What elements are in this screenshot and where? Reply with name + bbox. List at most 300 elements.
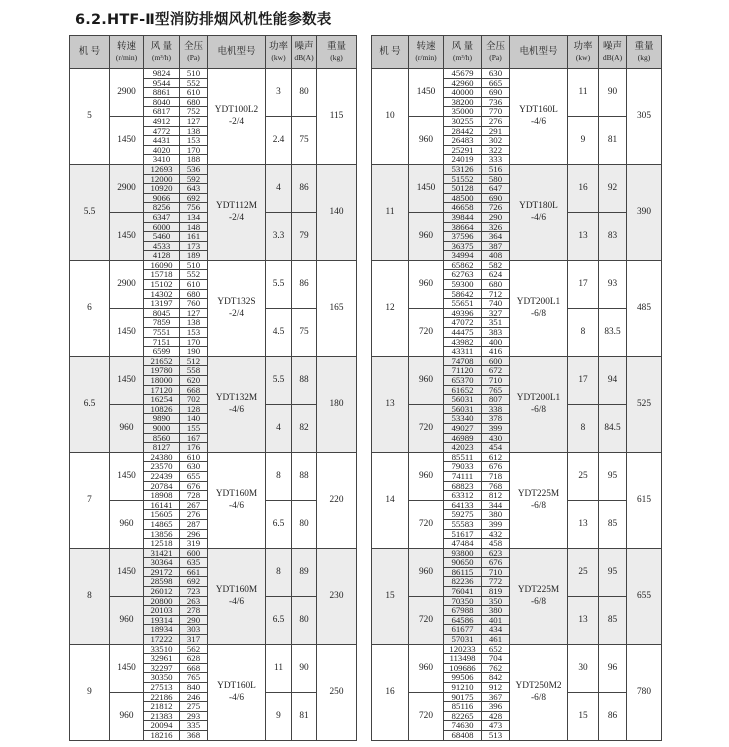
table-row xyxy=(70,164,357,174)
power-cell: 9 xyxy=(568,116,599,164)
power-cell: 4 xyxy=(266,404,292,452)
pressure-cell: 432 xyxy=(482,529,510,539)
motor-pole-part: -2/4 xyxy=(229,309,244,320)
flow-cell: 47484 xyxy=(444,539,482,549)
pressure-cell: 287 xyxy=(180,519,208,529)
flow-cell: 7551 xyxy=(144,328,180,338)
pressure-cell: 610 xyxy=(180,452,208,462)
flow-cell: 7151 xyxy=(144,337,180,347)
flow-cell: 33510 xyxy=(144,644,180,654)
flow-cell: 76041 xyxy=(444,587,482,597)
flow-cell: 46658 xyxy=(444,203,482,213)
pressure-cell: 558 xyxy=(180,366,208,376)
flow-cell: 38200 xyxy=(444,97,482,107)
pressure-cell: 756 xyxy=(180,203,208,213)
pressure-cell: 454 xyxy=(482,443,510,453)
pressure-cell: 188 xyxy=(180,155,208,165)
table-row xyxy=(372,164,662,174)
pressure-cell: 338 xyxy=(482,404,510,414)
pressure-cell: 728 xyxy=(180,491,208,501)
flow-cell: 55583 xyxy=(444,519,482,529)
weight-cell: 165 xyxy=(317,260,357,356)
pressure-cell: 473 xyxy=(482,721,510,731)
table-row xyxy=(70,452,357,462)
model-cell: 13 xyxy=(372,356,409,452)
pressure-cell: 752 xyxy=(180,107,208,117)
header-flow-unit: (m³/h) xyxy=(152,52,171,62)
flow-cell: 8560 xyxy=(144,433,180,443)
flow-cell: 109686 xyxy=(444,663,482,673)
flow-cell: 53340 xyxy=(444,414,482,424)
pressure-cell: 267 xyxy=(180,500,208,510)
motor-model-part: YDT160L xyxy=(519,105,558,116)
flow-cell: 63312 xyxy=(444,491,482,501)
flow-cell: 25291 xyxy=(444,145,482,155)
flow-cell: 24380 xyxy=(144,452,180,462)
pressure-cell: 513 xyxy=(482,730,510,740)
motor-cell xyxy=(510,452,568,548)
pressure-cell: 155 xyxy=(180,423,208,433)
header-motor-label: 电机型号 xyxy=(217,46,256,57)
pressure-cell: 690 xyxy=(482,88,510,98)
pressure-cell: 303 xyxy=(180,625,208,635)
flow-cell: 18908 xyxy=(144,491,180,501)
power-cell: 4 xyxy=(266,164,292,212)
header-noise-label: 噪声 xyxy=(602,41,622,52)
pressure-cell: 652 xyxy=(482,644,510,654)
pressure-cell: 668 xyxy=(180,385,208,395)
motor-pole-part: -6/8 xyxy=(531,597,546,608)
motor-cell xyxy=(208,548,266,644)
speed-cell: 960 xyxy=(110,596,144,644)
flow-cell: 85116 xyxy=(444,702,482,712)
flow-cell: 56031 xyxy=(444,404,482,414)
weight-cell: 390 xyxy=(627,164,662,260)
pressure-cell: 138 xyxy=(180,318,208,328)
speed-cell: 1450 xyxy=(409,69,444,117)
flow-cell: 23570 xyxy=(144,462,180,472)
power-cell: 13 xyxy=(568,596,599,644)
motor-model-part: YDT250M2 xyxy=(515,681,562,692)
weight-cell: 180 xyxy=(317,356,357,452)
pressure-cell: 458 xyxy=(482,539,510,549)
pressure-cell: 552 xyxy=(180,270,208,280)
power-cell: 5.5 xyxy=(266,356,292,404)
motor-cell xyxy=(510,644,568,740)
pressure-cell: 401 xyxy=(482,615,510,625)
flow-cell: 49027 xyxy=(444,423,482,433)
pressure-cell: 582 xyxy=(482,260,510,270)
flow-cell: 70350 xyxy=(444,596,482,606)
flow-cell: 8127 xyxy=(144,443,180,453)
speed-cell: 720 xyxy=(409,308,444,356)
motor-model-part: YDT100L2 xyxy=(214,105,259,116)
power-cell: 3.3 xyxy=(266,212,292,260)
power-cell: 5.5 xyxy=(266,260,292,308)
flow-cell: 86115 xyxy=(444,567,482,577)
pressure-cell: 327 xyxy=(482,308,510,318)
flow-cell: 4128 xyxy=(144,251,180,261)
table-row xyxy=(70,69,357,79)
header-pressure-label: 全压 xyxy=(183,41,203,52)
pressure-cell: 127 xyxy=(180,116,208,126)
flow-cell: 74630 xyxy=(444,721,482,731)
pressure-cell: 189 xyxy=(180,251,208,261)
noise-cell: 88 xyxy=(292,356,317,404)
header-weight-unit: (kg) xyxy=(330,52,343,62)
header-model xyxy=(70,36,110,69)
flow-cell: 3410 xyxy=(144,155,180,165)
flow-cell: 50128 xyxy=(444,184,482,194)
power-cell: 30 xyxy=(568,644,599,692)
flow-cell: 30255 xyxy=(444,116,482,126)
noise-cell: 89 xyxy=(292,548,317,596)
pressure-cell: 134 xyxy=(180,212,208,222)
flow-cell: 27513 xyxy=(144,683,180,693)
motor-cell xyxy=(208,260,266,356)
flow-cell: 7859 xyxy=(144,318,180,328)
power-cell: 17 xyxy=(568,356,599,404)
flow-cell: 57031 xyxy=(444,635,482,645)
flow-cell: 28442 xyxy=(444,126,482,136)
motor-model-part: YDT180L xyxy=(519,201,558,212)
pressure-cell: 723 xyxy=(180,587,208,597)
model-group xyxy=(70,548,357,644)
header-pressure xyxy=(180,36,208,69)
pressure-cell: 552 xyxy=(180,78,208,88)
speed-cell: 1450 xyxy=(110,116,144,164)
flow-cell: 6347 xyxy=(144,212,180,222)
flow-cell: 82236 xyxy=(444,577,482,587)
noise-cell: 83 xyxy=(599,212,627,260)
pressure-cell: 317 xyxy=(180,635,208,645)
noise-cell: 95 xyxy=(599,452,627,500)
power-cell: 17 xyxy=(568,260,599,308)
header-noise-unit: dB(A) xyxy=(602,52,623,62)
weight-cell: 305 xyxy=(627,69,662,165)
flow-cell: 5460 xyxy=(144,232,180,242)
model-cell: 6 xyxy=(70,260,110,356)
table-row xyxy=(372,260,662,270)
speed-cell: 720 xyxy=(409,596,444,644)
pressure-cell: 676 xyxy=(482,462,510,472)
pressure-cell: 167 xyxy=(180,433,208,443)
noise-cell: 75 xyxy=(292,116,317,164)
flow-cell: 9000 xyxy=(144,423,180,433)
motor-model-part: YDT132M xyxy=(215,393,258,404)
flow-cell: 43311 xyxy=(444,347,482,357)
pressure-cell: 718 xyxy=(482,471,510,481)
noise-cell: 80 xyxy=(292,596,317,644)
pressure-cell: 367 xyxy=(482,692,510,702)
flow-cell: 65862 xyxy=(444,260,482,270)
pressure-cell: 630 xyxy=(482,69,510,79)
motor-cell xyxy=(510,356,568,452)
model-cell: 6.5 xyxy=(70,356,110,452)
pressure-cell: 387 xyxy=(482,241,510,251)
flow-cell: 29172 xyxy=(144,567,180,577)
pressure-cell: 399 xyxy=(482,423,510,433)
speed-cell: 960 xyxy=(409,452,444,500)
model-group xyxy=(70,164,357,260)
pressure-cell: 170 xyxy=(180,145,208,155)
flow-cell: 37596 xyxy=(444,232,482,242)
pressure-cell: 461 xyxy=(482,635,510,645)
flow-cell: 8256 xyxy=(144,203,180,213)
flow-cell: 4020 xyxy=(144,145,180,155)
header-noise xyxy=(292,36,317,69)
power-cell: 15 xyxy=(568,692,599,740)
header-flow-label: 风 量 xyxy=(150,41,173,52)
right-parameter-table xyxy=(371,35,662,741)
model-cell: 5 xyxy=(70,69,110,165)
speed-cell: 960 xyxy=(409,356,444,404)
header-motor-label: 电机型号 xyxy=(519,46,558,57)
pressure-cell: 819 xyxy=(482,587,510,597)
pressure-cell: 351 xyxy=(482,318,510,328)
flow-cell: 14865 xyxy=(144,519,180,529)
pressure-cell: 380 xyxy=(482,510,510,520)
flow-cell: 67988 xyxy=(444,606,482,616)
power-cell: 11 xyxy=(266,644,292,692)
flow-cell: 12518 xyxy=(144,539,180,549)
pressure-cell: 762 xyxy=(482,663,510,673)
flow-cell: 9544 xyxy=(144,78,180,88)
flow-cell: 21383 xyxy=(144,711,180,721)
noise-cell: 83.5 xyxy=(599,308,627,356)
pressure-cell: 510 xyxy=(180,260,208,270)
header-weight xyxy=(317,36,357,69)
pressure-cell: 712 xyxy=(482,289,510,299)
pressure-cell: 408 xyxy=(482,251,510,261)
table-row xyxy=(372,69,662,79)
flow-cell: 28598 xyxy=(144,577,180,587)
flow-cell: 15605 xyxy=(144,510,180,520)
motor-model-part: YDT200L1 xyxy=(516,393,561,404)
flow-cell: 32297 xyxy=(144,663,180,673)
weight-cell: 115 xyxy=(317,69,357,165)
weight-cell: 220 xyxy=(317,452,357,548)
motor-cell xyxy=(208,644,266,740)
pressure-cell: 610 xyxy=(180,88,208,98)
header-power xyxy=(266,36,292,69)
model-group xyxy=(372,548,662,644)
pressure-cell: 812 xyxy=(482,491,510,501)
pressure-cell: 610 xyxy=(180,280,208,290)
pressure-cell: 170 xyxy=(180,337,208,347)
model-cell: 16 xyxy=(372,644,409,740)
weight-cell: 780 xyxy=(627,644,662,740)
flow-cell: 38664 xyxy=(444,222,482,232)
pressure-cell: 153 xyxy=(180,328,208,338)
model-group xyxy=(372,356,662,452)
noise-cell: 96 xyxy=(599,644,627,692)
table-row xyxy=(372,548,662,558)
noise-cell: 86 xyxy=(292,164,317,212)
pressure-cell: 275 xyxy=(180,702,208,712)
pressure-cell: 148 xyxy=(180,222,208,232)
pressure-cell: 140 xyxy=(180,414,208,424)
pressure-cell: 765 xyxy=(482,385,510,395)
flow-cell: 79033 xyxy=(444,462,482,472)
flow-cell: 22186 xyxy=(144,692,180,702)
pressure-cell: 153 xyxy=(180,136,208,146)
header-flow-label: 风 量 xyxy=(451,41,474,52)
speed-cell: 960 xyxy=(110,404,144,452)
weight-cell: 140 xyxy=(317,164,357,260)
pressure-cell: 190 xyxy=(180,347,208,357)
noise-cell: 86 xyxy=(292,260,317,308)
header-pressure-unit: (Pa) xyxy=(187,52,200,62)
flow-cell: 15718 xyxy=(144,270,180,280)
header-flow xyxy=(444,36,482,69)
speed-cell: 1450 xyxy=(110,644,144,692)
flow-cell: 93800 xyxy=(444,548,482,558)
table-row xyxy=(70,260,357,270)
pressure-cell: 380 xyxy=(482,606,510,616)
flow-cell: 34994 xyxy=(444,251,482,261)
header-pressure-unit: (Pa) xyxy=(489,52,502,62)
flow-cell: 8861 xyxy=(144,88,180,98)
motor-pole-part: -6/8 xyxy=(531,405,546,416)
flow-cell: 68408 xyxy=(444,730,482,740)
speed-cell: 960 xyxy=(409,644,444,692)
pressure-cell: 364 xyxy=(482,232,510,242)
flow-cell: 91210 xyxy=(444,683,482,693)
pressure-cell: 600 xyxy=(482,356,510,366)
pressure-cell: 536 xyxy=(180,164,208,174)
flow-cell: 42960 xyxy=(444,78,482,88)
pressure-cell: 302 xyxy=(482,136,510,146)
pressure-cell: 368 xyxy=(180,730,208,740)
pressure-cell: 692 xyxy=(180,577,208,587)
flow-cell: 64133 xyxy=(444,500,482,510)
speed-cell: 1450 xyxy=(110,548,144,596)
header-flow xyxy=(144,36,180,69)
flow-cell: 45679 xyxy=(444,69,482,79)
pressure-cell: 680 xyxy=(482,280,510,290)
power-cell: 8 xyxy=(266,452,292,500)
flow-cell: 90650 xyxy=(444,558,482,568)
flow-cell: 21812 xyxy=(144,702,180,712)
flow-cell: 74708 xyxy=(444,356,482,366)
model-cell: 9 xyxy=(70,644,110,740)
pressure-cell: 692 xyxy=(180,193,208,203)
model-cell: 11 xyxy=(372,164,409,260)
motor-pole-part: -6/8 xyxy=(531,309,546,320)
speed-cell: 1450 xyxy=(409,164,444,212)
noise-cell: 75 xyxy=(292,308,317,356)
pressure-cell: 290 xyxy=(180,615,208,625)
flow-cell: 59275 xyxy=(444,510,482,520)
pressure-cell: 612 xyxy=(482,452,510,462)
flow-cell: 49396 xyxy=(444,308,482,318)
model-group xyxy=(372,644,662,740)
weight-cell: 655 xyxy=(627,548,662,644)
speed-cell: 720 xyxy=(409,692,444,740)
motor-pole-part: -2/4 xyxy=(229,117,244,128)
weight-cell: 525 xyxy=(627,356,662,452)
header-power-label: 功率 xyxy=(268,41,288,52)
table-row xyxy=(70,548,357,558)
header-speed-label: 转速 xyxy=(416,41,436,52)
flow-cell: 32961 xyxy=(144,654,180,664)
noise-cell: 81 xyxy=(292,692,317,740)
model-group xyxy=(372,69,662,165)
model-cell: 7 xyxy=(70,452,110,548)
pressure-cell: 690 xyxy=(482,193,510,203)
flow-cell: 26483 xyxy=(444,136,482,146)
pressure-cell: 704 xyxy=(482,654,510,664)
flow-cell: 18000 xyxy=(144,376,180,386)
flow-cell: 61677 xyxy=(444,625,482,635)
flow-cell: 18216 xyxy=(144,730,180,740)
model-group xyxy=(372,164,662,260)
pressure-cell: 326 xyxy=(482,222,510,232)
pressure-cell: 173 xyxy=(180,241,208,251)
pressure-cell: 580 xyxy=(482,174,510,184)
speed-cell: 960 xyxy=(110,692,144,740)
power-cell: 2.4 xyxy=(266,116,292,164)
speed-cell: 960 xyxy=(409,548,444,596)
pressure-cell: 416 xyxy=(482,347,510,357)
flow-cell: 40000 xyxy=(444,88,482,98)
pressure-cell: 322 xyxy=(482,145,510,155)
flow-cell: 8040 xyxy=(144,97,180,107)
flow-cell: 36375 xyxy=(444,241,482,251)
motor-pole-part: -4/6 xyxy=(531,117,546,128)
pressure-cell: 672 xyxy=(482,366,510,376)
motor-model-part: YDT132S xyxy=(217,297,256,308)
flow-cell: 22439 xyxy=(144,471,180,481)
flow-cell: 13856 xyxy=(144,529,180,539)
power-cell: 8 xyxy=(568,308,599,356)
pressure-cell: 768 xyxy=(482,481,510,491)
speed-cell: 1450 xyxy=(110,308,144,356)
header-speed xyxy=(110,36,144,69)
flow-cell: 82265 xyxy=(444,711,482,721)
pressure-cell: 772 xyxy=(482,577,510,587)
flow-cell: 62763 xyxy=(444,270,482,280)
flow-cell: 17222 xyxy=(144,635,180,645)
flow-cell: 30364 xyxy=(144,558,180,568)
pressure-cell: 655 xyxy=(180,471,208,481)
flow-cell: 99506 xyxy=(444,673,482,683)
table-row xyxy=(372,452,662,462)
noise-cell: 88 xyxy=(292,452,317,500)
flow-cell: 48500 xyxy=(444,193,482,203)
flow-cell: 19780 xyxy=(144,366,180,376)
pressure-cell: 512 xyxy=(180,356,208,366)
motor-cell xyxy=(208,452,266,548)
motor-model-part: YDT200L1 xyxy=(516,297,561,308)
flow-cell: 35000 xyxy=(444,107,482,117)
flow-cell: 17120 xyxy=(144,385,180,395)
header-model-label: 机 号 xyxy=(78,46,101,57)
table-row xyxy=(372,356,662,366)
header-motor xyxy=(208,36,266,69)
header-weight-label: 重量 xyxy=(326,41,346,52)
header-noise-label: 噪声 xyxy=(294,41,314,52)
flow-cell: 20103 xyxy=(144,606,180,616)
flow-cell: 20784 xyxy=(144,481,180,491)
motor-model-part: YDT160L xyxy=(217,681,256,692)
flow-cell: 39844 xyxy=(444,212,482,222)
noise-cell: 86 xyxy=(599,692,627,740)
speed-cell: 960 xyxy=(110,500,144,548)
speed-cell: 720 xyxy=(409,404,444,452)
flow-cell: 6000 xyxy=(144,222,180,232)
